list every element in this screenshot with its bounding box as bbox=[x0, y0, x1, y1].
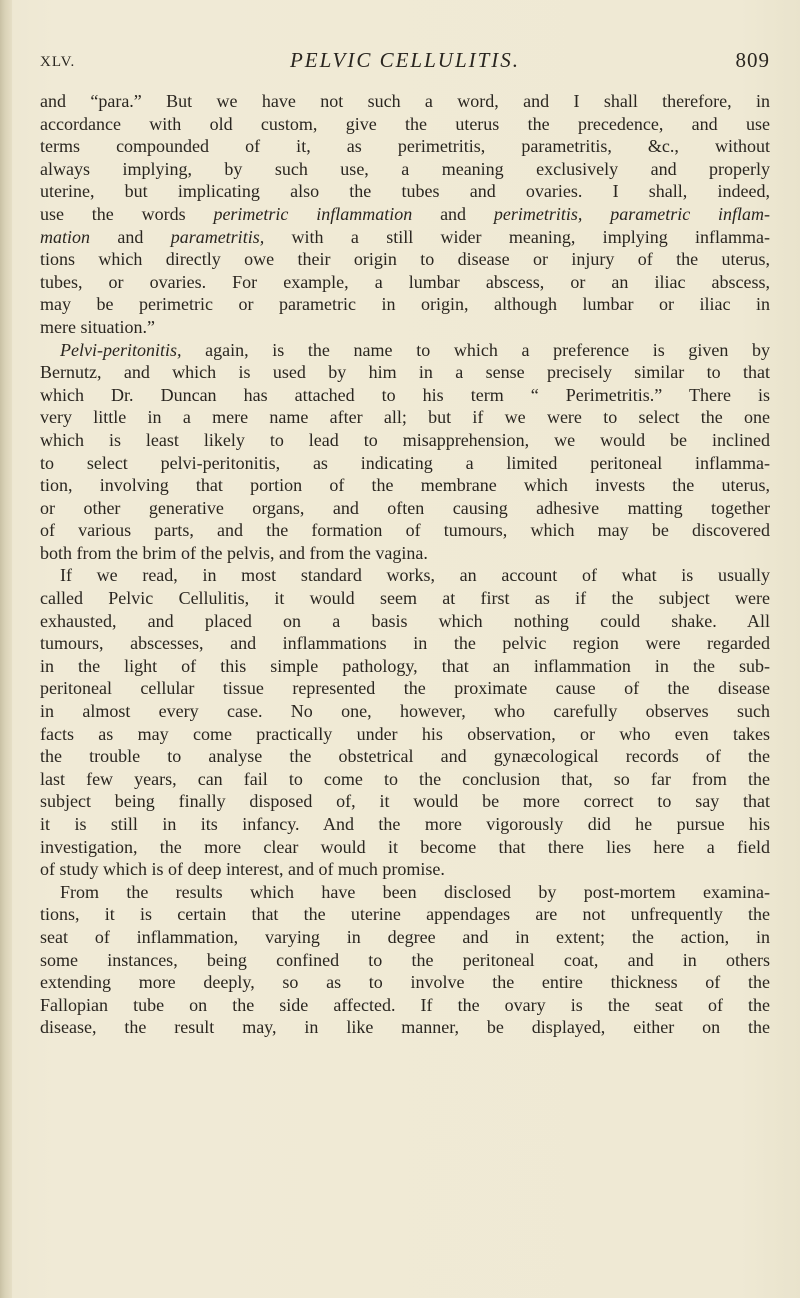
text-line: investigation, the more clear would it become that there lies here a field bbox=[40, 836, 770, 857]
text-line: terms compounded of it, as perimetritis, parametritis, &c., without bbox=[40, 136, 770, 157]
text-line: peritoneal cellular tissue represented the proximate cause of the disease bbox=[40, 678, 770, 699]
text-line: seat of inflammation, varying in degree and in extent; the action, in bbox=[40, 926, 770, 947]
text-line: or other generative organs, and often causing adhesive matting together bbox=[40, 497, 770, 518]
text-line: tions, it is certain that the uterine appendages are not unfrequently the bbox=[40, 904, 770, 925]
text-line: in almost every case. No one, however, who carefully observes such bbox=[40, 701, 770, 722]
text-line: Fallopian tube on the side affected. If the ovary is the seat of the bbox=[40, 994, 770, 1015]
text-line: both from the brim of the pelvis, and from the vagina. bbox=[40, 542, 428, 563]
text-line: disease, the result may, in like manner, be displayed, either on the bbox=[40, 1017, 770, 1038]
text-line: tubes, or ovaries. For example, a lumbar abscess, or an iliac abscess, bbox=[40, 271, 770, 292]
text-line: accordance with old custom, give the uterus the precedence, and use bbox=[40, 113, 770, 134]
text-line: called Pelvic Cellulitis, it would seem at first as if the subject were bbox=[40, 588, 770, 609]
book-spine-shadow bbox=[0, 0, 12, 1298]
text-line: mation and parametritis, with a still wider meaning, implying inflamma- bbox=[40, 226, 770, 247]
text-line: always implying, by such use, a meaning exclusively and properly bbox=[40, 158, 770, 179]
page-number: 809 bbox=[735, 48, 770, 72]
text-line: extending more deeply, so as to involve the entire thickness of the bbox=[40, 972, 770, 993]
text-line: If we read, in most standard works, an account of what is usually bbox=[60, 565, 770, 586]
chapter-number: XLV. bbox=[40, 54, 76, 70]
text-line: tion, involving that portion of the membrane which invests the uterus, bbox=[40, 475, 770, 496]
text-line: of various parts, and the formation of tumours, which may be discovered bbox=[40, 520, 770, 541]
body-text bbox=[40, 90, 770, 1039]
running-title: PELVIC CELLULITIS. bbox=[289, 48, 521, 72]
text-line: last few years, can fail to come to the conclusion that, so far from the bbox=[40, 768, 770, 789]
text-line: From the results which have been disclosed by post-mortem examina- bbox=[60, 881, 770, 902]
text-line: some instances, being confined to the peritoneal coat, and in others bbox=[40, 949, 770, 970]
text-line: mere situation.” bbox=[40, 316, 155, 337]
text-line: uterine, but implicating also the tubes and ovaries. I shall, indeed, bbox=[40, 181, 770, 202]
running-header bbox=[40, 44, 770, 78]
text-line: tumours, abscesses, and inflammations in the pelvic region were regarded bbox=[40, 633, 770, 654]
text-line: exhausted, and placed on a basis which nothing could shake. All bbox=[40, 610, 770, 631]
text-line: which Dr. Duncan has attached to his term “ Perimetritis.” There is bbox=[40, 384, 770, 405]
text-line: the trouble to analyse the obstetrical and gynæcological records of the bbox=[40, 746, 770, 767]
text-line: in the light of this simple pathology, that an inflammation in the sub- bbox=[40, 655, 770, 676]
text-line: Bernutz, and which is used by him in a sense precisely similar to that bbox=[40, 362, 770, 383]
text-line: and “para.” But we have not such a word, and I shall therefore, in bbox=[40, 91, 770, 111]
text-line: which is least likely to lead to misapprehension, we would be inclined bbox=[40, 429, 770, 450]
text-line: Pelvi-peritonitis, again, is the name to which a preference is given by bbox=[60, 339, 770, 360]
text-line: it is still in its infancy. And the more vigorously did he pursue his bbox=[40, 814, 770, 834]
text-line: subject being finally disposed of, it would be more correct to say that bbox=[40, 791, 770, 812]
text-line: very little in a mere name after all; but if we were to select the one bbox=[40, 407, 770, 428]
text-line: may be perimetric or parametric in origin, although lumbar or iliac in bbox=[40, 294, 770, 315]
text-line: tions which directly owe their origin to disease or injury of the uterus, bbox=[40, 249, 770, 270]
text-line: of study which is of deep interest, and of much promise. bbox=[40, 859, 445, 880]
text-line: facts as may come practically under his observation, or who even takes bbox=[40, 723, 770, 744]
text-line: to select pelvi-peritonitis, as indicating a limited peritoneal inflamma- bbox=[40, 452, 770, 473]
text-line: use the words perimetric inflammation and perimetritis, parametric inflam- bbox=[40, 203, 770, 224]
